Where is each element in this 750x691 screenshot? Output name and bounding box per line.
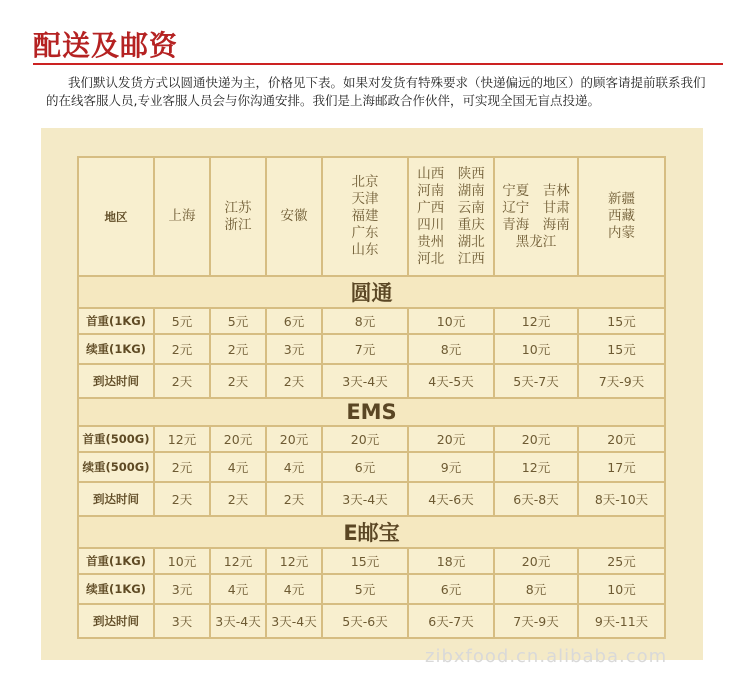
rate-row [78, 452, 665, 482]
rate-cell: 3元 [266, 334, 322, 364]
rate-row [78, 482, 665, 516]
rate-row-label: 首重(500G) [78, 426, 154, 452]
intro-paragraph: 我们默认发货方式以圆通快递为主，价格见下表。如果对发货有特殊要求（快递偏远的地区）的顾客请提前联系我们的在线客服人员,专业客服人员会与你沟通安排。我们是上海邮政合作伙伴，可实现全国无盲点投递。 [46, 75, 706, 108]
rate-cell: 12元 [154, 426, 210, 452]
section-header-row [78, 398, 665, 426]
region-cell [494, 157, 578, 276]
rate-row-label: 续重(1KG) [78, 334, 154, 364]
region-name: 山东 [351, 242, 379, 258]
rate-cell: 2天 [154, 482, 210, 516]
rate-cell: 20元 [408, 426, 494, 452]
rate-cell: 6元 [322, 452, 408, 482]
region-name: 辽宁 甘肃 [502, 199, 570, 216]
section-header-row [78, 516, 665, 548]
rate-row [78, 308, 665, 334]
rate-cell: 10元 [154, 548, 210, 574]
section-title: 圆通 [78, 276, 665, 308]
rate-cell: 3天 [154, 604, 210, 638]
rate-row-label: 续重(500G) [78, 452, 154, 482]
rate-cell: 20元 [266, 426, 322, 452]
rate-cell: 10元 [408, 308, 494, 334]
rate-cell: 12元 [494, 308, 578, 334]
rate-cell: 2天 [210, 482, 266, 516]
rate-cell: 3天-4天 [322, 364, 408, 398]
rate-cell: 9天-11天 [578, 604, 665, 638]
rate-cell: 6元 [266, 308, 322, 334]
rate-cell: 2天 [266, 364, 322, 398]
rate-cell: 5天-6天 [322, 604, 408, 638]
region-cell [408, 157, 494, 276]
region-cell [266, 157, 322, 276]
rate-cell: 2元 [210, 334, 266, 364]
rate-cell: 2天 [154, 364, 210, 398]
rate-cell: 2元 [154, 334, 210, 364]
rate-cell: 4天-6天 [408, 482, 494, 516]
rate-cell: 4元 [266, 574, 322, 604]
rate-cell: 8元 [494, 574, 578, 604]
rate-row-label: 到达时间 [78, 364, 154, 398]
rate-cell: 2天 [210, 364, 266, 398]
region-cell [154, 157, 210, 276]
region-name: 西藏 [608, 208, 635, 224]
rate-cell: 20元 [578, 426, 665, 452]
rate-row [78, 604, 665, 638]
rate-cell: 7元 [322, 334, 408, 364]
rate-row [78, 548, 665, 574]
rate-cell: 4天-5天 [408, 364, 494, 398]
title-divider [33, 63, 723, 65]
region-name: 上海 [168, 208, 196, 224]
rate-cell: 5元 [210, 308, 266, 334]
rate-cell: 8元 [408, 334, 494, 364]
rate-cell: 2天 [266, 482, 322, 516]
rate-cell: 5元 [322, 574, 408, 604]
region-cell [322, 157, 408, 276]
region-name: 北京 [351, 174, 379, 190]
rate-cell: 6天-7天 [408, 604, 494, 638]
rate-row-label: 首重(1KG) [78, 548, 154, 574]
region-name: 江苏 [224, 199, 252, 216]
region-name: 天津 [351, 191, 379, 207]
region-cell [210, 157, 266, 276]
section-header-row [78, 276, 665, 308]
rate-cell: 15元 [578, 334, 665, 364]
rate-cell: 25元 [578, 548, 665, 574]
rate-cell: 5元 [154, 308, 210, 334]
rate-cell: 3元 [154, 574, 210, 604]
rate-cell: 12元 [210, 548, 266, 574]
rate-cell: 5天-7天 [494, 364, 578, 398]
section-title: EMS [78, 398, 665, 426]
rate-cell: 4元 [266, 452, 322, 482]
region-name: 贵州 湖北 [417, 233, 485, 250]
rate-row-label: 首重(1KG) [78, 308, 154, 334]
page-title: 配送及邮资 [33, 29, 179, 62]
rate-cell: 3天-4天 [210, 604, 266, 638]
region-name: 山西 陕西 [417, 165, 485, 182]
rate-row [78, 574, 665, 604]
region-name: 青海 海南 [502, 216, 570, 233]
rate-cell: 12元 [266, 548, 322, 574]
rate-cell: 15元 [578, 308, 665, 334]
region-name: 宁夏 吉林 [502, 182, 570, 199]
rate-cell: 4元 [210, 452, 266, 482]
rate-cell: 8元 [322, 308, 408, 334]
rate-row-label: 到达时间 [78, 604, 154, 638]
rate-cell: 20元 [494, 426, 578, 452]
rate-row [78, 334, 665, 364]
rate-row [78, 426, 665, 452]
rate-cell: 2元 [154, 452, 210, 482]
region-name: 广西 云南 [417, 199, 485, 216]
region-name: 河南 湖南 [417, 182, 485, 199]
rate-cell: 10元 [578, 574, 665, 604]
watermark-text: zibxfood.cn.alibaba.com [425, 646, 668, 667]
rate-row [78, 364, 665, 398]
region-header-cell: 地区 [78, 157, 154, 276]
region-header-row [78, 157, 665, 276]
region-name: 福建 [351, 208, 379, 224]
rate-cell: 7天-9天 [494, 604, 578, 638]
rate-row-label: 到达时间 [78, 482, 154, 516]
rate-cell: 3天-4天 [322, 482, 408, 516]
rate-cell: 4元 [210, 574, 266, 604]
shipping-rate-table [77, 156, 666, 639]
rate-cell: 17元 [578, 452, 665, 482]
region-name: 四川 重庆 [417, 216, 485, 233]
rate-cell: 10元 [494, 334, 578, 364]
region-name: 浙江 [224, 216, 252, 233]
rate-cell: 9元 [408, 452, 494, 482]
region-name: 内蒙 [608, 225, 635, 241]
region-name: 黑龙江 [515, 233, 557, 250]
region-cell [578, 157, 665, 276]
rate-cell: 7天-9天 [578, 364, 665, 398]
rate-cell: 6天-8天 [494, 482, 578, 516]
rate-cell: 12元 [494, 452, 578, 482]
region-name: 广东 [351, 225, 379, 241]
region-name: 新疆 [608, 191, 635, 207]
rate-cell: 20元 [322, 426, 408, 452]
rate-cell: 15元 [322, 548, 408, 574]
section-title: E邮宝 [78, 516, 665, 548]
region-name: 安徽 [280, 208, 308, 224]
region-name: 河北 江西 [417, 250, 485, 267]
rate-cell: 8天-10天 [578, 482, 665, 516]
rate-cell: 18元 [408, 548, 494, 574]
rate-row-label: 续重(1KG) [78, 574, 154, 604]
rate-cell: 20元 [494, 548, 578, 574]
rate-cell: 20元 [210, 426, 266, 452]
rate-cell: 6元 [408, 574, 494, 604]
rate-cell: 3天-4天 [266, 604, 322, 638]
